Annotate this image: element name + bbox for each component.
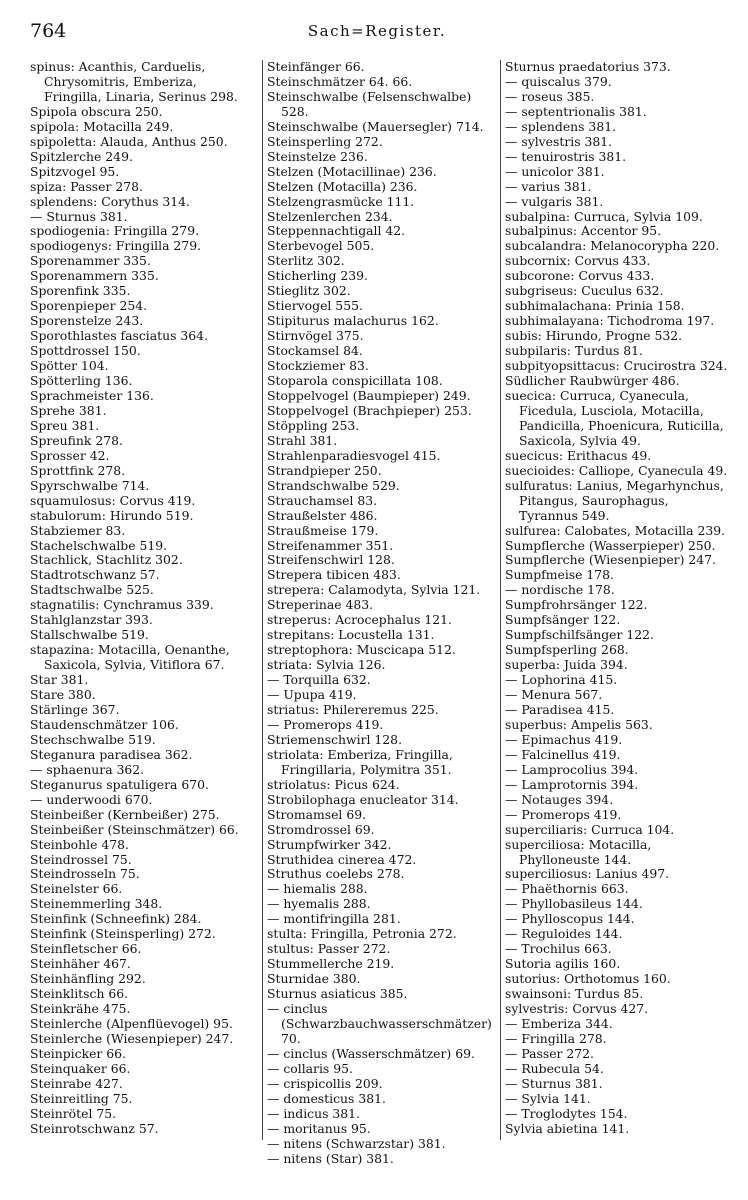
index-entry: Stockamsel 84. [267, 343, 363, 359]
index-entry: — Paradisea 415. [505, 701, 615, 717]
index-entry: Steinbohle 478. [30, 836, 129, 852]
index-entry: Steinlerche (Wiesenpieper) 247. [30, 1030, 234, 1046]
index-entry: striatus: Philereremus 225. [267, 701, 439, 717]
index-entry: Steinklitsch 66. [30, 986, 129, 1002]
index-entry: spipola: Motacilla 249. [30, 118, 174, 134]
index-entry: Sporothlastes fasciatus 364. [30, 328, 209, 344]
index-entry: suecioides: Calliope, Cyanecula 49. [505, 462, 728, 478]
index-entry: Sumpfsperling 268. [505, 642, 629, 658]
index-entry: Sturnus praedatorius 373. [505, 59, 671, 74]
index-entry: Sumpfrohrsänger 122. [505, 597, 648, 613]
index-entry: Stöppling 253. [267, 417, 360, 433]
index-entry: Steinfink (Steinsperling) 272. [30, 926, 216, 942]
index-entry: subis: Hirundo, Progne 532. [505, 328, 683, 344]
index-entry: Sumpfmeise 178. [505, 567, 614, 583]
index-entry: suecicus: Erithacus 49. [505, 447, 652, 463]
index-entry: Sporenammern 335. [30, 268, 159, 284]
index-entry: sulfurea: Calobates, Motacilla 239. [505, 522, 726, 538]
index-entry: Steinlerche (Alpenflüevogel) 95. [30, 1016, 233, 1031]
index-entry: Sumpflerche (Wasserpieper) 250. [505, 537, 716, 553]
index-entry: Sterlitz 302. [267, 253, 345, 269]
index-entry: — cinclus (Schwarzbauchwasserschmätzer) 70. [267, 1001, 492, 1046]
index-entry: — underwoodi 670. [30, 791, 153, 807]
index-entry: — hyemalis 288. [267, 896, 371, 912]
index-entry: Strauchamsel 83. [267, 492, 378, 508]
index-entry: Sumpfschilfsänger 122. [505, 627, 654, 643]
index-entry: Spipola obscura 250. [30, 103, 163, 119]
index-entry: — Reguloides 144. [505, 926, 623, 942]
index-entry: Stummellerche 219. [267, 956, 395, 972]
index-entry: Striemenschwirl 128. [267, 731, 403, 747]
index-entry: Spötterling 136. [30, 373, 133, 389]
index-entry: Spyrschwalbe 714. [30, 477, 150, 493]
index-entry: — nitens (Star) 381. [267, 1150, 394, 1166]
index-entry: stabulorum: Hirundo 519. [30, 507, 194, 523]
index-entry: Struthus coelebs 278. [267, 866, 405, 882]
index-entry: subcalandra: Melanocorypha 220. [505, 238, 720, 254]
index-entry: — Lamprotornis 394. [505, 776, 639, 792]
index-entry: Stechschwalbe 519. [30, 731, 156, 747]
index-entry: Stadtschwalbe 525. [30, 582, 154, 598]
index-entry: Steinfänger 66. [267, 59, 365, 74]
index-entry: Stabziemer 83. [30, 522, 126, 538]
index-entry: Stipiturus malachurus 162. [267, 313, 439, 329]
index-entry: — septentrionalis 381. [505, 103, 647, 119]
index-entry: — Torquilla 632. [267, 672, 371, 688]
index-entry: striata: Sylvia 126. [267, 657, 386, 673]
index-entry: Steinemmerling 348. [30, 896, 163, 912]
index-entry: Stelzen (Motacilla) 236. [267, 178, 418, 194]
index-entry: Strandpieper 250. [267, 462, 382, 478]
index-entry: — Trochilus 663. [505, 941, 612, 957]
index-column-1 [30, 60, 258, 1137]
index-entry: — montifringilla 281. [267, 911, 401, 927]
index-entry: strepera: Calamodyta, Sylvia 121. [267, 582, 481, 598]
index-entry: — Epimachus 419. [505, 731, 623, 747]
index-entry: superciliaris: Curruca 104. [505, 821, 675, 837]
index-entry: Stiervogel 555. [267, 298, 363, 314]
index-entry: Steinrotschwanz 57. [30, 1120, 159, 1136]
index-entry: — Promerops 419. [267, 716, 384, 732]
index-entry: Streifenammer 351. [267, 537, 394, 553]
index-entry: Streperinae 483. [267, 597, 374, 613]
index-entry: — Sylvia 141. [505, 1090, 591, 1106]
index-entry: — tenuirostris 381. [505, 148, 627, 164]
index-entry: Steinbeißer (Steinschmätzer) 66. [30, 821, 239, 837]
index-entry: striolatus: Picus 624. [267, 776, 400, 792]
index-entry: — moritanus 95. [267, 1120, 371, 1136]
index-entry: Sticherling 239. [267, 268, 368, 284]
page-header [30, 20, 724, 48]
index-entry: — sylvestris 381. [505, 133, 613, 149]
index-entry: Sumpfsänger 122. [505, 612, 621, 628]
index-entry: stulta: Fringilla, Petronia 272. [267, 926, 457, 942]
index-entry: — quiscalus 379. [505, 73, 612, 89]
index-entry: Steinbeißer (Kernbeißer) 275. [30, 806, 220, 822]
index-entry: subgriseus: Cuculus 632. [505, 283, 664, 299]
index-entry: Steinquaker 66. [30, 1060, 131, 1076]
index-entry: — Fringilla 278. [505, 1030, 607, 1046]
index-entry: stultus: Passer 272. [267, 941, 391, 957]
index-entry: spinus: Acanthis, Carduelis, Chrysomitris, Emberiza, Fringilla, Linaria, Serinus 298. [30, 59, 238, 104]
index-entry: Sporenammer 335. [30, 253, 151, 269]
index-entry: swainsoni: Turdus 85. [505, 986, 644, 1002]
index-entry: — vulgaris 381. [505, 193, 604, 209]
index-entry: Steinelster 66. [30, 881, 123, 897]
index-entry: Stromamsel 69. [267, 806, 367, 822]
index-entry: Steinschwalbe (Felsenschwalbe) 528. [267, 88, 472, 119]
index-entry: Strahlenparadiesvogel 415. [267, 447, 441, 463]
index-entry: stagnatilis: Cynchramus 339. [30, 597, 214, 613]
index-entry: Sporenfink 335. [30, 283, 131, 299]
index-entry: sulfuratus: Lanius, Megarhynchus, Pitangus, Saurophagus, Tyrannus 549. [505, 477, 724, 523]
index-entry: Sumpflerche (Wiesenpieper) 247. [505, 552, 716, 568]
index-entry: Südlicher Raubwürger 486. [505, 373, 680, 389]
index-entry: superbus: Ampelis 563. [505, 716, 653, 732]
index-entry: Stelzenlerchen 234. [267, 208, 393, 224]
index-entry: Stallschwalbe 519. [30, 627, 149, 643]
index-entry: strepitans: Locustella 131. [267, 627, 435, 643]
index-entry: Sporenpieper 254. [30, 298, 148, 314]
index-entry: — unicolor 381. [505, 163, 605, 179]
index-entry: Steinsperling 272. [267, 133, 383, 149]
index-entry: Strepera tibicen 483. [267, 567, 401, 583]
index-entry: suecica: Curruca, Cyanecula, Ficedula, Lusciola, Motacilla, Pandicilla, Phoenicura, Ruticilla, Saxicola, Sylvia 49. [505, 387, 724, 448]
index-entry: Sutoria agilis 160. [505, 956, 621, 972]
index-entry: subalpina: Curruca, Sylvia 109. [505, 208, 703, 224]
index-entry: Sprosser 42. [30, 447, 110, 463]
index-entry: Stahlglanzstar 393. [30, 612, 153, 628]
index-entry: sylvestris: Corvus 427. [505, 1001, 649, 1017]
index-entry: — Notauges 394. [505, 791, 614, 807]
index-entry: Spottdrossel 150. [30, 343, 141, 359]
index-entry: Steinreitling 75. [30, 1090, 133, 1106]
index-entry: Steinstelze 236. [267, 148, 368, 164]
index-entry: Steganura paradisea 362. [30, 746, 193, 762]
index-entry: — splendens 381. [505, 118, 617, 134]
index-entry: — Upupa 419. [267, 687, 357, 703]
index-entry: — varius 381. [505, 178, 592, 194]
index-entry: subpilaris: Turdus 81. [505, 343, 643, 359]
index-entry: — Falcinellus 419. [505, 746, 621, 762]
index-entry: — nitens (Schwarzstar) 381. [267, 1135, 446, 1151]
index-entry: Star 381. [30, 672, 89, 688]
index-entry: Sterbevogel 505. [267, 238, 375, 254]
index-entry: — Troglodytes 154. [505, 1105, 628, 1121]
index-entry: spodiogenys: Fringilla 279. [30, 238, 202, 254]
index-entry: Steindrosseln 75. [30, 866, 140, 882]
index-entry: Strahl 381. [267, 432, 338, 448]
index-entry: Strobilophaga enucleator 314. [267, 791, 459, 807]
index-entry: — Lophorina 415. [505, 672, 618, 688]
index-entry: — collaris 95. [267, 1060, 353, 1076]
index-entry: spipoletta: Alauda, Anthus 250. [30, 133, 228, 149]
index-entry: — Emberiza 344. [505, 1016, 613, 1031]
index-entry: — sphaenura 362. [30, 761, 145, 777]
index-entry: subcornix: Corvus 433. [505, 253, 651, 269]
index-entry: — roseus 385. [505, 88, 595, 104]
index-entry: Strandschwalbe 529. [267, 477, 400, 493]
index-entry: Spreu 381. [30, 417, 100, 433]
index-entry: Struthidea cinerea 472. [267, 851, 417, 867]
index-entry: Stachelschwalbe 519. [30, 537, 168, 553]
index-entry: Spötter 104. [30, 358, 109, 374]
index-entry: Sporenstelze 243. [30, 313, 144, 329]
index-entry: Spitzvogel 95. [30, 163, 120, 179]
index-entry: Steppennachtigall 42. [267, 223, 406, 239]
index-entry: Sylvia abietina 141. [505, 1120, 630, 1136]
index-entry: Steinfink (Schneefink) 284. [30, 911, 202, 927]
index-entry: spodiogenia: Fringilla 279. [30, 223, 200, 239]
page-number: 764 [30, 20, 67, 42]
index-entry: subhimalachana: Prinia 158. [505, 298, 685, 314]
index-entry: Stirnvögel 375. [267, 328, 364, 344]
index-entry: Sprottfink 278. [30, 462, 126, 478]
index-entry: subhimalayana: Tichodroma 197. [505, 313, 715, 329]
index-entry: Stockziemer 83. [267, 358, 369, 374]
index-entry: Stelzengrasmücke 111. [267, 193, 415, 209]
index-entry: Stromdrossel 69. [267, 821, 375, 837]
index-entry: — crispicollis 209. [267, 1075, 383, 1091]
index-entry: stapazina: Motacilla, Oenanthe, Saxicola, Sylvia, Vitiflora 67. [30, 642, 230, 673]
index-column-2 [262, 59, 499, 1166]
index-entry: Straußelster 486. [267, 507, 378, 523]
index-entry: Streifenschwirl 128. [267, 552, 395, 568]
index-entry: Steinschmätzer 64. 66. [267, 73, 413, 89]
index-entry: Straußmeise 179. [267, 522, 379, 538]
index-entry: Stadtrotschwanz 57. [30, 567, 160, 583]
index-entry: Steinrabe 427. [30, 1075, 123, 1091]
index-entry: Stieglitz 302. [267, 283, 351, 299]
index-entry: Stare 380. [30, 687, 96, 703]
index-entry: — Menura 567. [505, 687, 603, 703]
index-entry: subcorone: Corvus 433. [505, 268, 655, 284]
running-head: Sach=Register. [307, 22, 447, 40]
index-entry: Sturnidae 380. [267, 971, 361, 987]
index-entry: spiza: Passer 278. [30, 178, 143, 194]
index-entry: Stachlick, Stachlitz 302. [30, 552, 183, 568]
index-entry: — Phylloscopus 144. [505, 911, 635, 927]
index-entry: — Rubecula 54. [505, 1060, 604, 1076]
index-entry: Stelzen (Motacillinae) 236. [267, 163, 437, 179]
index-entry: — Promerops 419. [505, 806, 622, 822]
index-column-3 [500, 60, 731, 1140]
index-entry: — Passer 272. [505, 1045, 594, 1061]
index-entry: Stoppelvogel (Brachpieper) 253. [267, 402, 472, 418]
index-entry: Steindrossel 75. [30, 851, 132, 867]
index-entry: Stoparola conspicillata 108. [267, 373, 443, 389]
index-entry: Strumpfwirker 342. [267, 836, 392, 852]
index-entry: superciliosa: Motacilla, Phylloneuste 144. [505, 836, 652, 867]
index-entry: Steinpicker 66. [30, 1045, 126, 1061]
index-entry: streptophora: Muscicapa 512. [267, 642, 456, 658]
index-entry: Steinfletscher 66. [30, 941, 142, 957]
index-entry: Stoppelvogel (Baumpieper) 249. [267, 387, 471, 403]
index-entry: Steinhänfling 292. [30, 971, 146, 987]
index-entry: Steganurus spatuligera 670. [30, 776, 209, 792]
index-entry: striolata: Emberiza, Fringilla, Fringillaria, Polymitra 351. [267, 746, 453, 777]
index-entry: Steinhäher 467. [30, 956, 131, 972]
index-entry: subpityopsittacus: Crucirostra 324. [505, 358, 728, 374]
index-entry: Steinrötel 75. [30, 1105, 117, 1121]
index-entry: subalpinus: Accentor 95. [505, 223, 662, 239]
index-entry: Spreufink 278. [30, 432, 123, 448]
index-entry: streperus: Acrocephalus 121. [267, 612, 452, 628]
index-entry: Sprehe 381. [30, 402, 107, 418]
index-entry: — Sturnus 381. [30, 208, 128, 224]
index-entry: — hiemalis 288. [267, 881, 368, 897]
index-entry: superciliosus: Lanius 497. [505, 866, 670, 882]
index-entry: — indicus 381. [267, 1105, 360, 1121]
index-entry: — Phyllobasileus 144. [505, 896, 643, 912]
index-entry: squamulosus: Corvus 419. [30, 492, 196, 508]
index-entry: Stärlinge 367. [30, 701, 120, 717]
index-entry: Sturnus asiaticus 385. [267, 986, 408, 1002]
index-entry: sutorius: Orthotomus 160. [505, 971, 671, 987]
index-entry: — nordische 178. [505, 582, 615, 598]
index-entry: Staudenschmätzer 106. [30, 716, 179, 732]
index-entry: — Phaëthornis 663. [505, 881, 629, 897]
index-entry: Steinschwalbe (Mauersegler) 714. [267, 118, 484, 134]
index-entry: Sprachmeister 136. [30, 387, 154, 403]
index-entry: — domesticus 381. [267, 1090, 386, 1106]
index-entry: Steinkrähe 475. [30, 1001, 131, 1017]
index-entry: — Sturnus 381. [505, 1075, 603, 1091]
index-entry: — cinclus (Wasserschmätzer) 69. [267, 1045, 475, 1061]
index-entry: superba: Juida 394. [505, 657, 628, 673]
index-entry: Spitzlerche 249. [30, 148, 133, 164]
index-entry: splendens: Corythus 314. [30, 193, 190, 209]
index-entry: — Lamprocolius 394. [505, 761, 639, 777]
